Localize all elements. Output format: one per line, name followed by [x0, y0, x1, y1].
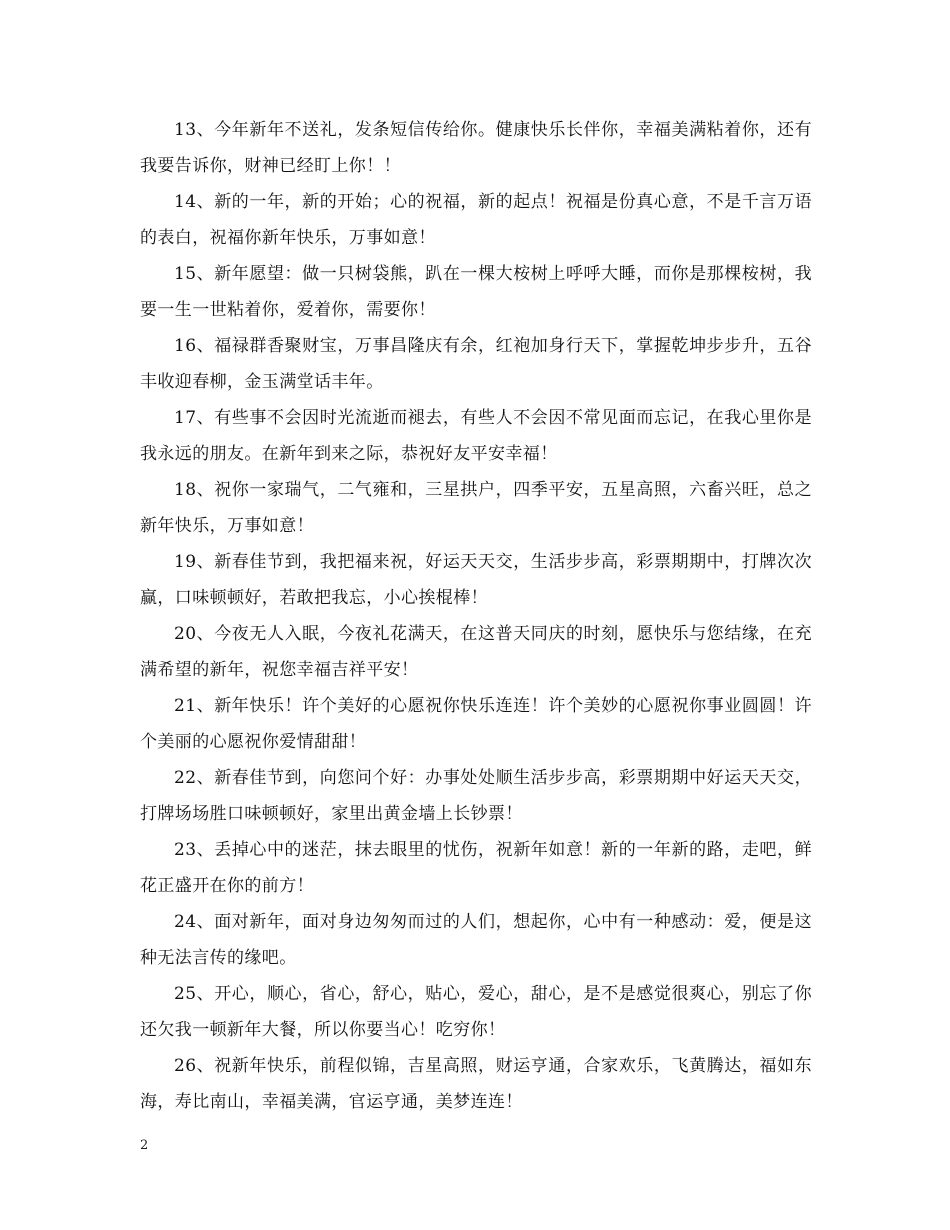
- paragraph-19: 19、新春佳节到，我把福来祝，好运天天交，生活步步高，彩票期期中，打牌次次赢，口味顿顿好，若敢把我忘，小心挨棍棒！: [140, 552, 812, 608]
- paragraph-24: 24、面对新年，面对身边匆匆而过的人们，想起你，心中有一种感动：爱，便是这种无法言传的缘吧。: [140, 912, 812, 968]
- paragraph-20: 20、今夜无人入眠，今夜礼花满天，在这普天同庆的时刻，愿快乐与您结缘，在充满希望的新年，祝您幸福吉祥平安！: [140, 624, 812, 680]
- paragraph-14: 14、新的一年，新的开始；心的祝福，新的起点！祝福是份真心意，不是千言万语的表白，祝福你新年快乐，万事如意！: [140, 192, 812, 248]
- page-number: 2: [140, 1138, 149, 1153]
- document-body: [140, 112, 812, 1120]
- paragraph-15: 15、新年愿望：做一只树袋熊，趴在一棵大桉树上呼呼大睡，而你是那棵桉树，我要一生一世粘着你，爱着你，需要你！: [140, 264, 812, 320]
- paragraph-22: 22、新春佳节到，向您问个好：办事处处顺生活步步高，彩票期期中好运天天交，打牌场场胜口味顿顿好，家里出黄金墙上长钞票！: [140, 768, 812, 824]
- paragraph-16: 16、福禄群香聚财宝，万事昌隆庆有余，红袍加身行天下，掌握乾坤步步升，五谷丰收迎春柳，金玉满堂话丰年。: [140, 336, 812, 392]
- paragraph-17: 17、有些事不会因时光流逝而褪去，有些人不会因不常见面而忘记，在我心里你是我永远的朋友。在新年到来之际，恭祝好友平安幸福！: [140, 408, 812, 464]
- paragraph-23: 23、丢掉心中的迷茫，抹去眼里的忧伤，祝新年如意！新的一年新的路，走吧，鲜花正盛开在你的前方！: [140, 840, 812, 896]
- paragraph-25: 25、开心，顺心，省心，舒心，贴心，爱心，甜心，是不是感觉很爽心，别忘了你还欠我一顿新年大餐，所以你要当心！吃穷你！: [140, 984, 812, 1040]
- paragraph-18: 18、祝你一家瑞气，二气雍和，三星拱户，四季平安，五星高照，六畜兴旺，总之新年快乐，万事如意！: [140, 480, 812, 536]
- paragraph-21: 21、新年快乐！许个美好的心愿祝你快乐连连！许个美妙的心愿祝你事业圆圆！许个美丽的心愿祝你爱情甜甜！: [140, 696, 812, 752]
- paragraph-13: 13、今年新年不送礼，发条短信传给你。健康快乐长伴你，幸福美满粘着你，还有我要告诉你，财神已经盯上你！！: [140, 120, 812, 176]
- paragraph-26: 26、祝新年快乐，前程似锦，吉星高照，财运亨通，合家欢乐，飞黄腾达，福如东海，寿比南山，幸福美满，官运亨通，美梦连连！: [140, 1056, 812, 1112]
